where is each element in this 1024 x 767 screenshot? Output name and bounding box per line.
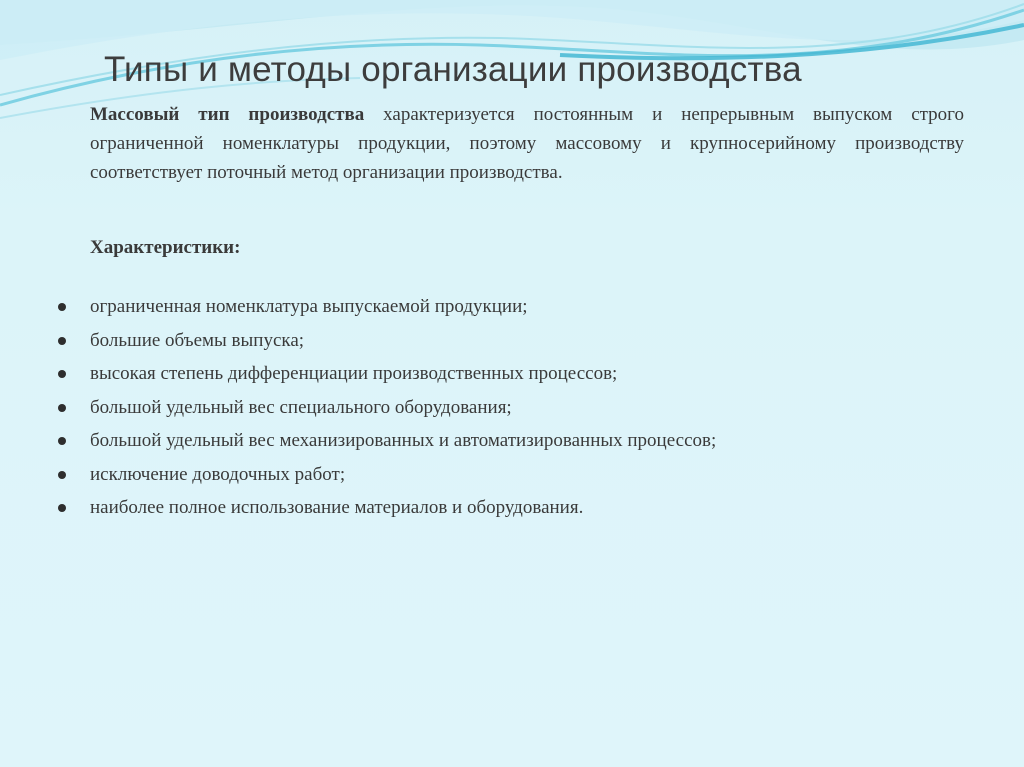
bullet-icon	[58, 471, 66, 479]
list-item-text: большие объемы выпуска;	[90, 329, 305, 351]
bullet-icon	[58, 404, 66, 412]
list-item-text: большой удельный вес специального оборудования;	[90, 396, 512, 418]
intro-bold-term: Массовый тип производства	[90, 104, 365, 125]
list-item	[58, 491, 978, 525]
intro-text: характеризуется постоянным и непрерывным выпуском строго ограниченной номенклатуры продукции, поэтому массовому и крупносерийному производству соответствует поточный метод организации производства.	[90, 104, 964, 183]
list-item	[58, 290, 978, 324]
list-item	[58, 424, 978, 458]
list-item	[58, 391, 978, 425]
bullet-icon	[58, 437, 66, 445]
bullet-icon	[58, 370, 66, 378]
list-item	[58, 458, 978, 492]
list-item-text: наиболее полное использование материалов и оборудования.	[90, 497, 584, 518]
list-item-text: высокая степень дифференциации производственных процессов;	[90, 363, 618, 384]
bullet-icon	[58, 504, 66, 512]
bullet-icon	[58, 337, 66, 345]
list-item	[58, 357, 978, 391]
list-item-text: большой удельный вес механизированных и автоматизированных процессов;	[90, 430, 717, 451]
bullet-icon	[58, 303, 66, 311]
slide-title: Типы и методы организации производства	[104, 50, 802, 89]
list-item-text: ограниченная номенклатура выпускаемой продукции;	[90, 296, 528, 317]
list-item-text: исключение доводочных работ;	[90, 463, 346, 485]
characteristics-list	[58, 290, 978, 525]
list-item	[58, 324, 978, 358]
intro-paragraph	[90, 100, 964, 187]
characteristics-heading: Характеристики:	[90, 237, 241, 258]
